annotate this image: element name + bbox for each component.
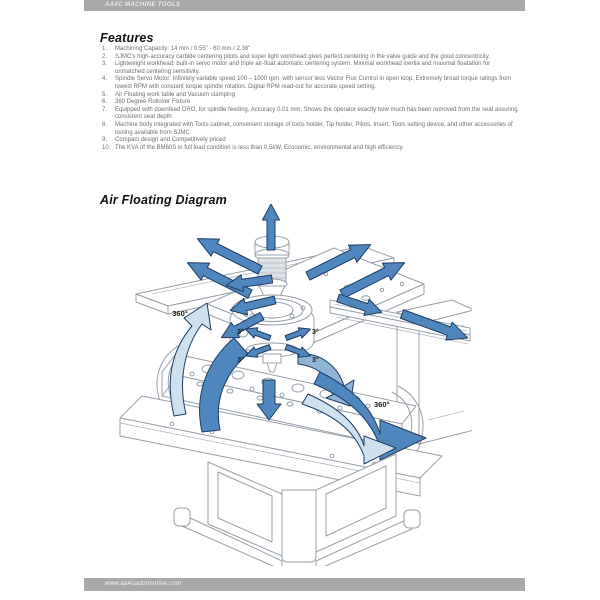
feature-item bbox=[102, 76, 518, 91]
label-3deg-se: 3° bbox=[312, 357, 319, 364]
feature-item bbox=[102, 122, 518, 137]
footer-bar bbox=[84, 578, 525, 591]
label-3deg-nw: 3° bbox=[237, 329, 244, 336]
label-3deg-ne: 3° bbox=[312, 329, 319, 336]
footer-url[interactable]: www.aa4cautomotive.com bbox=[105, 581, 182, 587]
feature-text: 360 Degree Rollover Fixture bbox=[115, 99, 191, 106]
feature-item bbox=[102, 145, 518, 153]
feature-item bbox=[102, 99, 518, 107]
machine-illustration bbox=[112, 204, 472, 566]
feature-item bbox=[102, 92, 518, 100]
diagram-title: Air Floating Diagram bbox=[100, 193, 227, 207]
feature-number: 6. bbox=[102, 99, 108, 106]
label-360-left: 360° bbox=[172, 309, 188, 318]
feature-text: Lightweight workhead: built-in servo motor and triple air-float automatic centering system. Minimal workhead inertia and maximal floatation for unmatched centering sensitivity. bbox=[115, 61, 491, 75]
feature-text: Machine body integrated with Tools cabinet, convenient storage of tools holder, Tip holder, Pilots, Insert, Tools setting device, and other accessories of tooling available from SJMC bbox=[115, 121, 513, 136]
feature-item bbox=[102, 107, 518, 122]
feature-number: 10. bbox=[102, 144, 111, 151]
feature-number: 1. bbox=[102, 46, 108, 52]
feature-text: SJMC's high-accuracy carbide centering pilots and super light workhead gives perfect centering in the valve guide and the good concentricity. bbox=[115, 53, 490, 60]
feature-text: Compact design and Competitively priced bbox=[115, 137, 226, 144]
label-3deg-sw: 3° bbox=[237, 357, 244, 364]
feature-number: 2. bbox=[102, 53, 108, 60]
feature-text: The KVA of the BM60S in full load condition is less than 0.5kW, Economic, environmental and high efficiency. bbox=[115, 144, 404, 151]
feature-item bbox=[102, 137, 518, 145]
features-list bbox=[102, 46, 518, 152]
feature-number: 8. bbox=[102, 121, 108, 128]
air-floating-diagram bbox=[112, 204, 472, 566]
feature-text: Equipped with downfeed DRO, for spindle feeding. Accuracy 0.01 mm, Shows the operator exactly how much has been removed from the seat assuring consistent seat depth bbox=[115, 106, 518, 121]
feature-text: Spindle Servo Motor: Infinitely variable speed 100 – 1000 rpm, with sensor less Vector Flux Control in open loop. Extremely broad torque ratings from lowest RPM with constant torque spindle rotation. Digital RPM read-out for accurate speed setting. bbox=[115, 76, 512, 90]
feature-item bbox=[102, 61, 518, 76]
feature-number: 9. bbox=[102, 137, 108, 144]
label-360-right: 360° bbox=[374, 400, 390, 409]
brand-text: AA4C MACHINE TOOLS bbox=[105, 2, 181, 8]
feature-number: 5. bbox=[102, 91, 108, 98]
feature-number: 4. bbox=[102, 76, 108, 83]
feature-number: 3. bbox=[102, 61, 108, 68]
features-title: Features bbox=[100, 31, 154, 45]
header-bar bbox=[84, 0, 525, 11]
feature-text: Air Floating work table and Vacuum clamping bbox=[115, 91, 235, 98]
feature-number: 7. bbox=[102, 106, 108, 113]
feature-item bbox=[102, 46, 518, 54]
feature-text: Machining Capacity: 14 mm / 0.55" - 60 mm / 2.36" bbox=[115, 46, 251, 52]
feature-item bbox=[102, 54, 518, 62]
